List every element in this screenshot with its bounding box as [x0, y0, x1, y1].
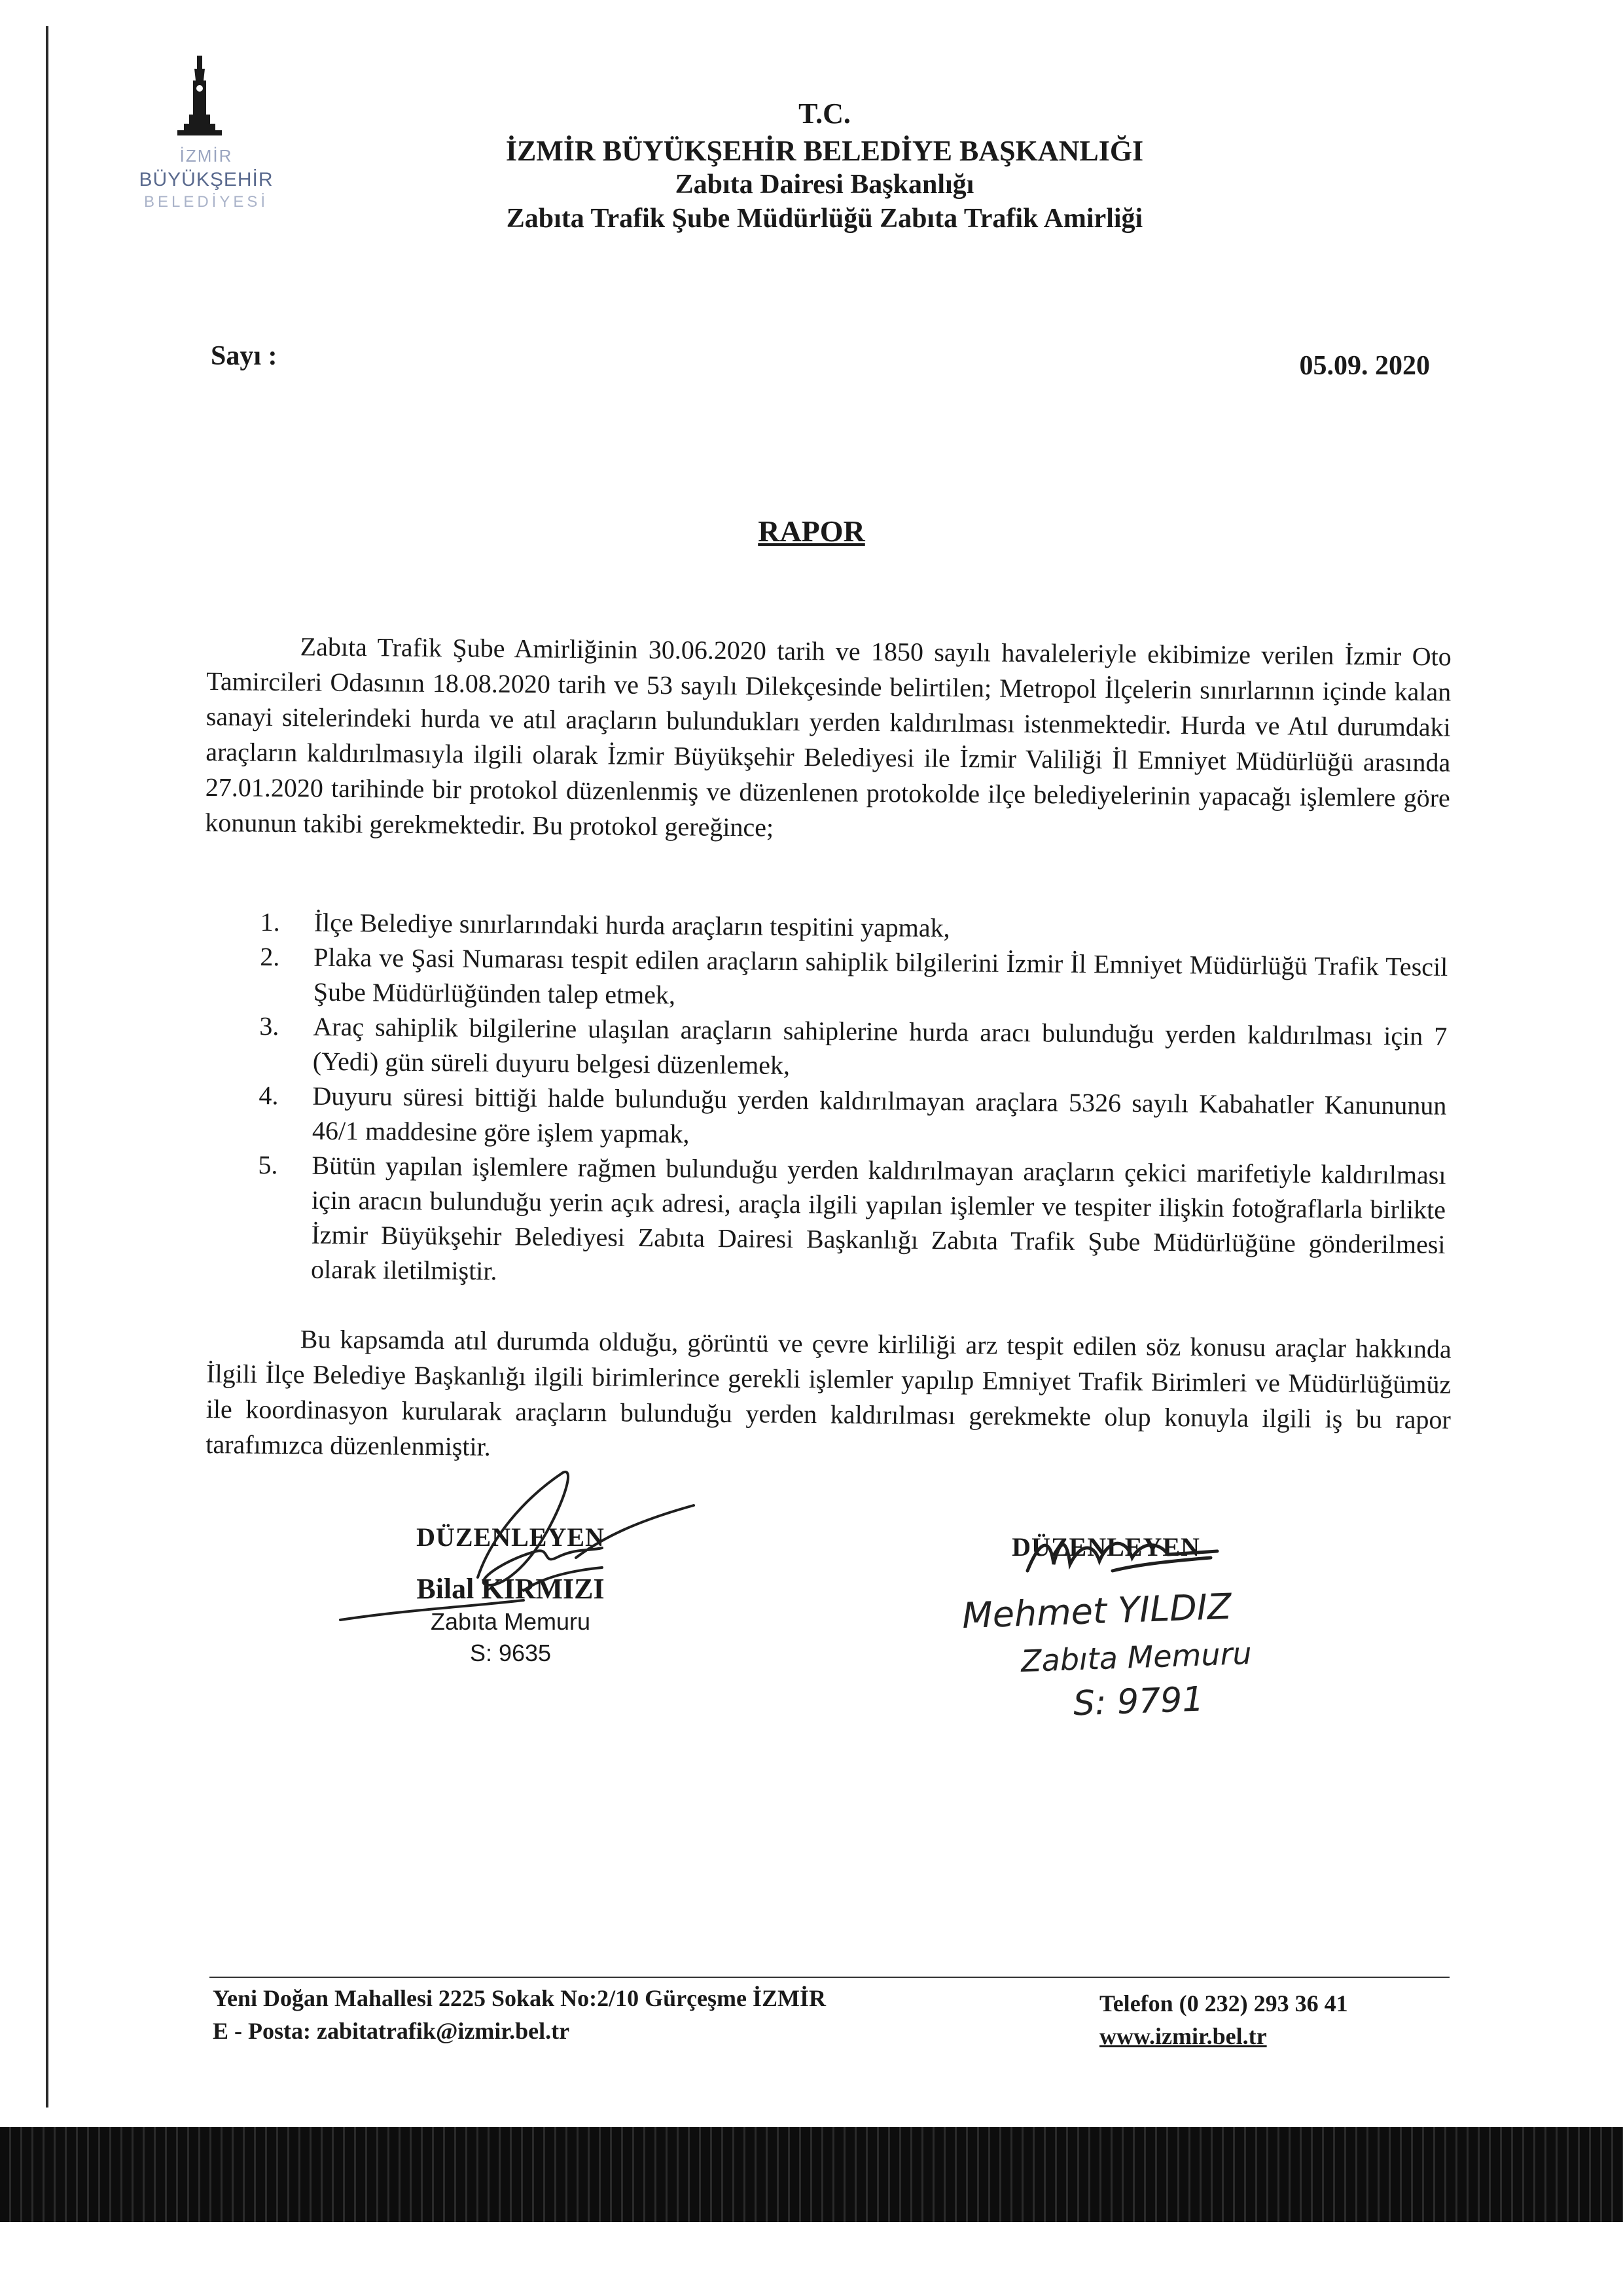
list-item-number: 1.	[260, 906, 280, 937]
list-item-text: Araç sahiplik bilgilerine ulaşılan araçların sahiplerine hurda aracı bulunduğu yerden kaldırılması için 7 (Yedi) gün süreli duyuru belgesi düzenlemek,	[312, 1011, 1448, 1081]
list-item-text: İlçe Belediye sınırlarındaki hurda araçların tespitini yapmak,	[313, 907, 950, 943]
list-item-text: Bütün yapılan işlemlere rağmen bulunduğu yerden kaldırılmayan araçların çekici marifetiyle kaldırılması için aracın bulunduğu yerin açık adresi, araçla ilgili yapılan işlemler ve tespiter ilişkin fotoğraflarla birlikte İzmir Büyükşehir Belediyesi Zabıta Dairesi Başkanlığı Zabıta Trafik Şube Müdürlüğüne gönderilmesi olarak iletilmiştir.	[310, 1150, 1446, 1286]
signer-name: Bilal KIRMIZI	[416, 1573, 605, 1605]
logo-line-3: BELEDİYESİ	[143, 193, 269, 211]
list-item-text: Plaka ve Şasi Numarası tespit edilen araçların sahiplik bilgilerini İzmir İl Emniyet Müdürlüğü Trafik Tescil Şube Müdürlüğünden talep etmek,	[313, 942, 1448, 1010]
document-title: RAPOR	[758, 514, 865, 548]
list-item	[257, 1147, 1446, 1297]
document-date: 05.09. 2020	[1299, 351, 1430, 381]
footer-divider	[209, 1977, 1450, 1978]
signature-title: DÜZENLEYEN	[416, 1522, 605, 1552]
list-item-number: 4.	[259, 1080, 279, 1111]
handwritten-role: Zabıta Memuru	[1020, 1635, 1253, 1679]
logo-line-2: BÜYÜKŞEHİR	[139, 169, 274, 190]
list-item-number: 3.	[259, 1011, 279, 1041]
handwritten-name: Mehmet YILDIZ	[961, 1585, 1232, 1637]
signature-title: DÜZENLEYEN	[1012, 1532, 1200, 1562]
scan-artifact-bar	[0, 2127, 1623, 2222]
list-item	[259, 1009, 1448, 1088]
body-paragraph-1: Zabıta Trafik Şube Amirliğinin 30.06.2020 tarih ve 1850 sayılı havaleleriyle ekibimize verilen İzmir Oto Tamircileri Odasının 18.08.2020 tarih ve 53 sayılı Dilekçesinde belirtilen; Metropol İlçelerin sınırlarının içinde kalan sanayi sitelerindeki hurda ve atıl araçların bulundukları yerden kaldırılması istenmektedir. Hurda ve Atıl durumdaki araçların kaldırılmasıyla ilgili olarak İzmir Büyükşehir Belediyesi ile İzmir Valiliği İl Emniyet Müdürlüğü arasında 27.01.2020 tarihinde bir protokol düzenlenmiş ve düzenlenen protokolde ilçe belediyelerinin yapacağı işlemlere göre konunun takibi gerekmektedir. Bu protokol gereğince;	[205, 632, 1452, 842]
list-item	[260, 939, 1448, 1019]
header-department: Zabıta Dairesi Başkanlığı	[675, 170, 974, 200]
header-municipality: İZMİR BÜYÜKŞEHİR BELEDİYE BAŞKANLIĞI	[505, 135, 1144, 167]
scan-edge	[46, 26, 48, 2108]
list-item-text: Duyuru süresi bittiği halde bulunduğu yerden kaldırılmayan araçlara 5326 sayılı Kabahatler Kanununun 46/1 maddesine göre işlem yapmak,	[312, 1081, 1447, 1149]
footer-address: Yeni Doğan Mahallesi 2225 Sokak No:2/10 Gürçeşme İZMİR	[213, 1985, 827, 2011]
municipality-logo	[128, 49, 285, 219]
logo-line-1: İZMİR	[179, 146, 233, 166]
handwritten-signature-left	[327, 1460, 733, 1630]
footer-email: E - Posta: zabitatrafik@izmir.bel.tr	[213, 2018, 570, 2044]
footer-phone: Telefon (0 232) 293 36 41	[1099, 1990, 1348, 2017]
clock-tower-icon	[154, 49, 259, 144]
header-unit: Zabıta Trafik Şube Müdürlüğü Zabıta Trafik Amirliği	[506, 204, 1143, 234]
list-item-number: 2.	[260, 941, 280, 972]
signer-role: Zabıta Memuru	[430, 1608, 591, 1635]
header-country: T.C.	[798, 98, 851, 130]
body-paragraph-2: Bu kapsamda atıl durumda olduğu, görüntü ve çevre kirliliği arz tespit edilen söz konusu araçlar hakkında İlgili İlçe Belediye Başkanlığı ilgili birimlerince gerekli işlemler yapılıp Emniyet Trafik Birimleri ve Müdürlüğümüz ile koordinasyon kurularak araçların bulunduğu yerden kaldırılması gerekmekte olup konuyla ilgili iş bu rapor tarafımızca düzenlenmiştir.	[205, 1324, 1452, 1462]
list-item-number: 5.	[258, 1149, 278, 1180]
list-item	[259, 1078, 1447, 1158]
footer-website: www.izmir.bel.tr	[1099, 2023, 1267, 2049]
handwritten-registry-number: S: 9791	[1073, 1679, 1205, 1724]
document-number-label: Sayı :	[211, 341, 277, 371]
protocol-list	[257, 905, 1448, 1297]
signer-registry-number: S: 9635	[469, 1640, 552, 1666]
